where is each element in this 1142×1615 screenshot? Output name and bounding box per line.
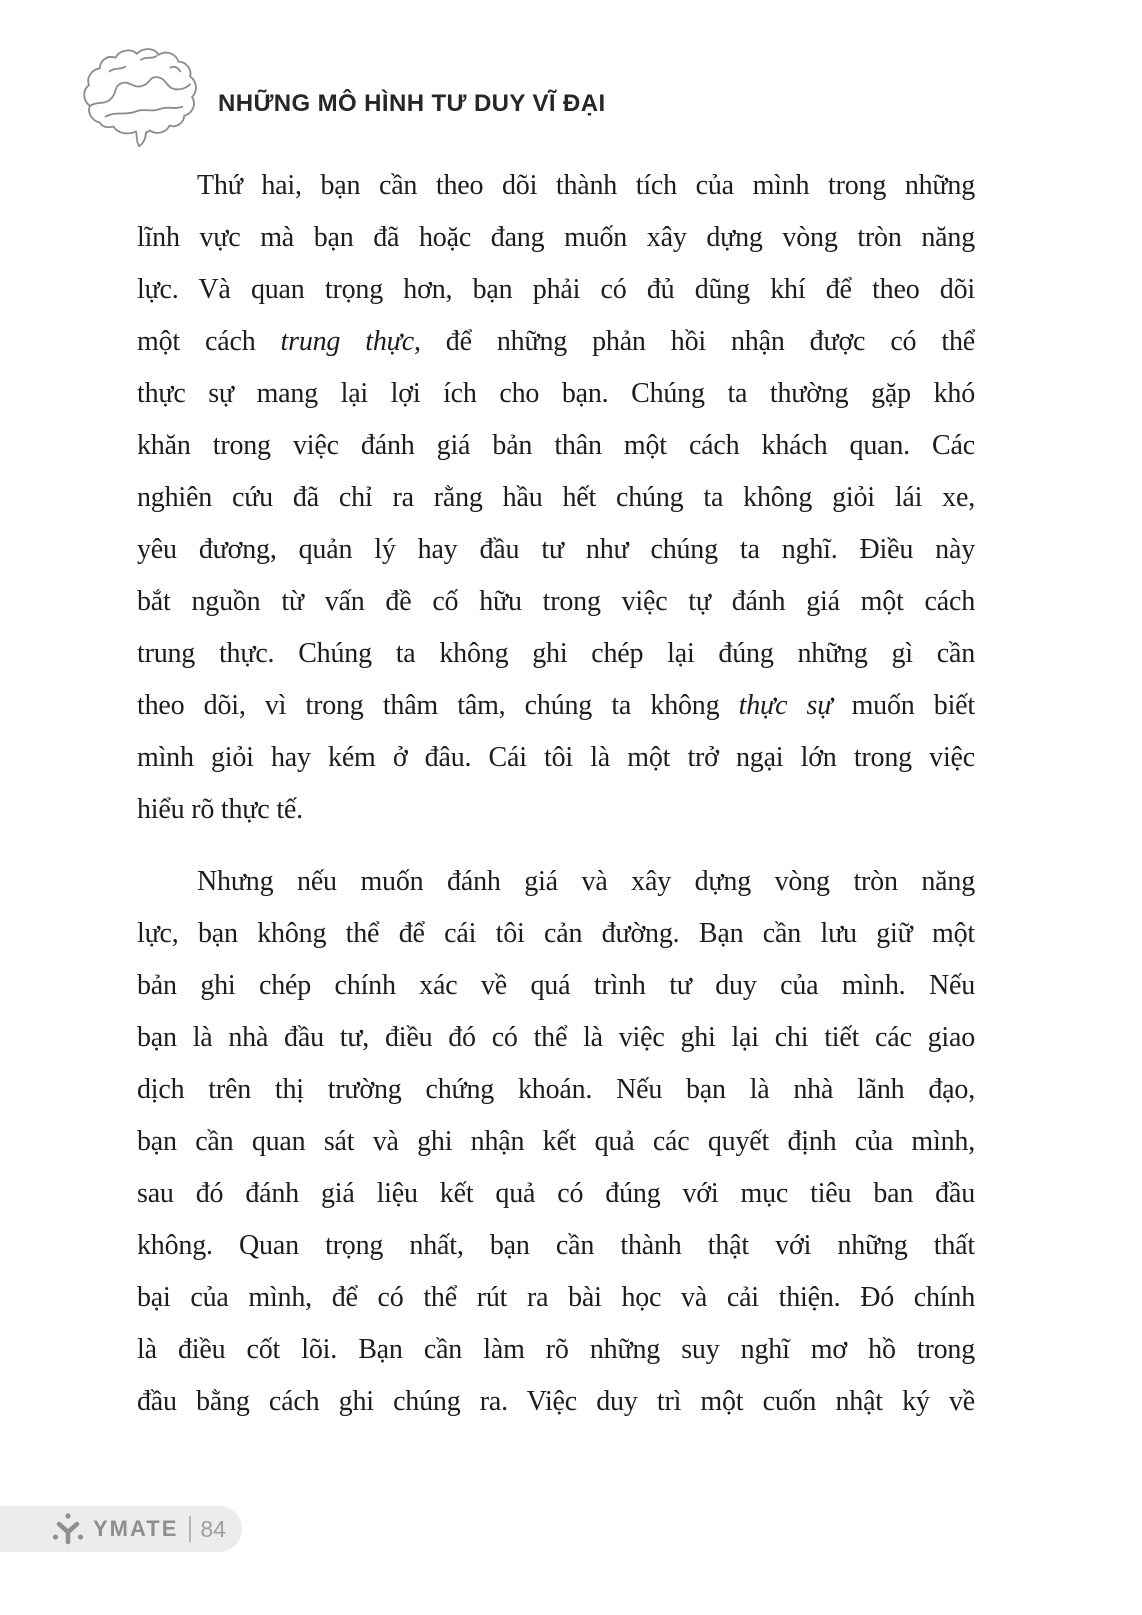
- footer-pill: [0, 1506, 242, 1552]
- text-line: [137, 784, 975, 836]
- text-line: [137, 1168, 975, 1220]
- ymate-logo-icon: [50, 1511, 86, 1547]
- page-header: [0, 0, 1142, 160]
- text-run: muốn biết: [832, 690, 975, 721]
- text-run: trung thực. Chúng ta không ghi chép lại đúng những gì cần: [137, 638, 975, 669]
- text-run: theo dõi, vì trong thâm tâm, chúng ta không: [137, 690, 739, 721]
- text-line: [137, 472, 975, 524]
- text-line: [137, 1012, 975, 1064]
- text-line: [137, 1376, 975, 1428]
- text-run: lĩnh vực mà bạn đã hoặc đang muốn xây dựng vòng tròn năng: [137, 222, 975, 253]
- text-run: một cách: [137, 326, 281, 357]
- text-line: [137, 1220, 975, 1272]
- text-run: yêu đương, quản lý hay đầu tư như chúng ta nghĩ. Điều này: [137, 534, 975, 565]
- page-number: 84: [200, 1515, 226, 1542]
- page-title: NHỮNG MÔ HÌNH TƯ DUY VĨ ĐẠI: [218, 90, 606, 117]
- footer-divider: [189, 1516, 191, 1542]
- text-run: lực, bạn không thể để cái tôi cản đường. Bạn cần lưu giữ một: [137, 918, 975, 949]
- text-line: [137, 960, 975, 1012]
- text-line: [137, 576, 975, 628]
- paragraph: [137, 160, 975, 836]
- text-line: [137, 628, 975, 680]
- text-line: [137, 1324, 975, 1376]
- text-run: sau đó đánh giá liệu kết quả có đúng với mục tiêu ban đầu: [137, 1178, 975, 1209]
- text-line: [137, 1272, 975, 1324]
- text-line: [137, 908, 975, 960]
- text-line: [137, 856, 975, 908]
- text-run: thực sự mang lại lợi ích cho bạn. Chúng ta thường gặp khó: [137, 378, 975, 409]
- text-line: [137, 524, 975, 576]
- text-run: bại của mình, để có thể rút ra bài học và cải thiện. Đó chính: [137, 1282, 975, 1313]
- text-line: [137, 368, 975, 420]
- text-line: [137, 264, 975, 316]
- text-line: [137, 1116, 975, 1168]
- text-line: [137, 680, 975, 732]
- text-run: khăn trong việc đánh giá bản thân một cách khách quan. Các: [137, 430, 975, 461]
- text-run: dịch trên thị trường chứng khoán. Nếu bạn là nhà lãnh đạo,: [137, 1074, 975, 1105]
- text-line: [137, 160, 975, 212]
- body-text: [137, 160, 975, 1448]
- text-line: [137, 420, 975, 472]
- brand-label: YMATE: [93, 1516, 179, 1541]
- text-line: [137, 732, 975, 784]
- italic-run: thực sự: [738, 690, 833, 721]
- text-run: là điều cốt lõi. Bạn cần làm rõ những suy nghĩ mơ hồ trong: [137, 1334, 975, 1365]
- text-run: , để những phản hồi nhận được có thể: [413, 326, 975, 357]
- text-run: bắt nguồn từ vấn đề cố hữu trong việc tự đánh giá một cách: [137, 586, 975, 617]
- text-line: [137, 1064, 975, 1116]
- paragraph: [137, 856, 975, 1428]
- text-run: nghiên cứu đã chỉ ra rằng hầu hết chúng ta không giỏi lái xe,: [137, 482, 975, 513]
- text-run: bản ghi chép chính xác về quá trình tư duy của mình. Nếu: [137, 970, 975, 1001]
- text-run: lực. Và quan trọng hơn, bạn phải có đủ dũng khí để theo dõi: [137, 274, 975, 305]
- text-run: Nhưng nếu muốn đánh giá và xây dựng vòng tròn năng: [197, 866, 975, 897]
- text-run: bạn cần quan sát và ghi nhận kết quả các quyết định của mình,: [137, 1126, 975, 1157]
- text-run: đầu bằng cách ghi chúng ra. Việc duy trì một cuốn nhật ký về: [137, 1386, 975, 1417]
- text-run: không. Quan trọng nhất, bạn cần thành thật với những thất: [137, 1230, 975, 1261]
- text-run: bạn là nhà đầu tư, điều đó có thể là việc ghi lại chi tiết các giao: [137, 1022, 975, 1053]
- text-run: hiểu rõ thực tế.: [137, 794, 303, 825]
- text-run: Thứ hai, bạn cần theo dõi thành tích của mình trong những: [197, 170, 975, 201]
- brain-icon: [76, 44, 204, 152]
- text-line: [137, 212, 975, 264]
- italic-run: trung thực: [280, 326, 414, 357]
- text-run: mình giỏi hay kém ở đâu. Cái tôi là một trở ngại lớn trong việc: [137, 742, 975, 773]
- text-line: [137, 316, 975, 368]
